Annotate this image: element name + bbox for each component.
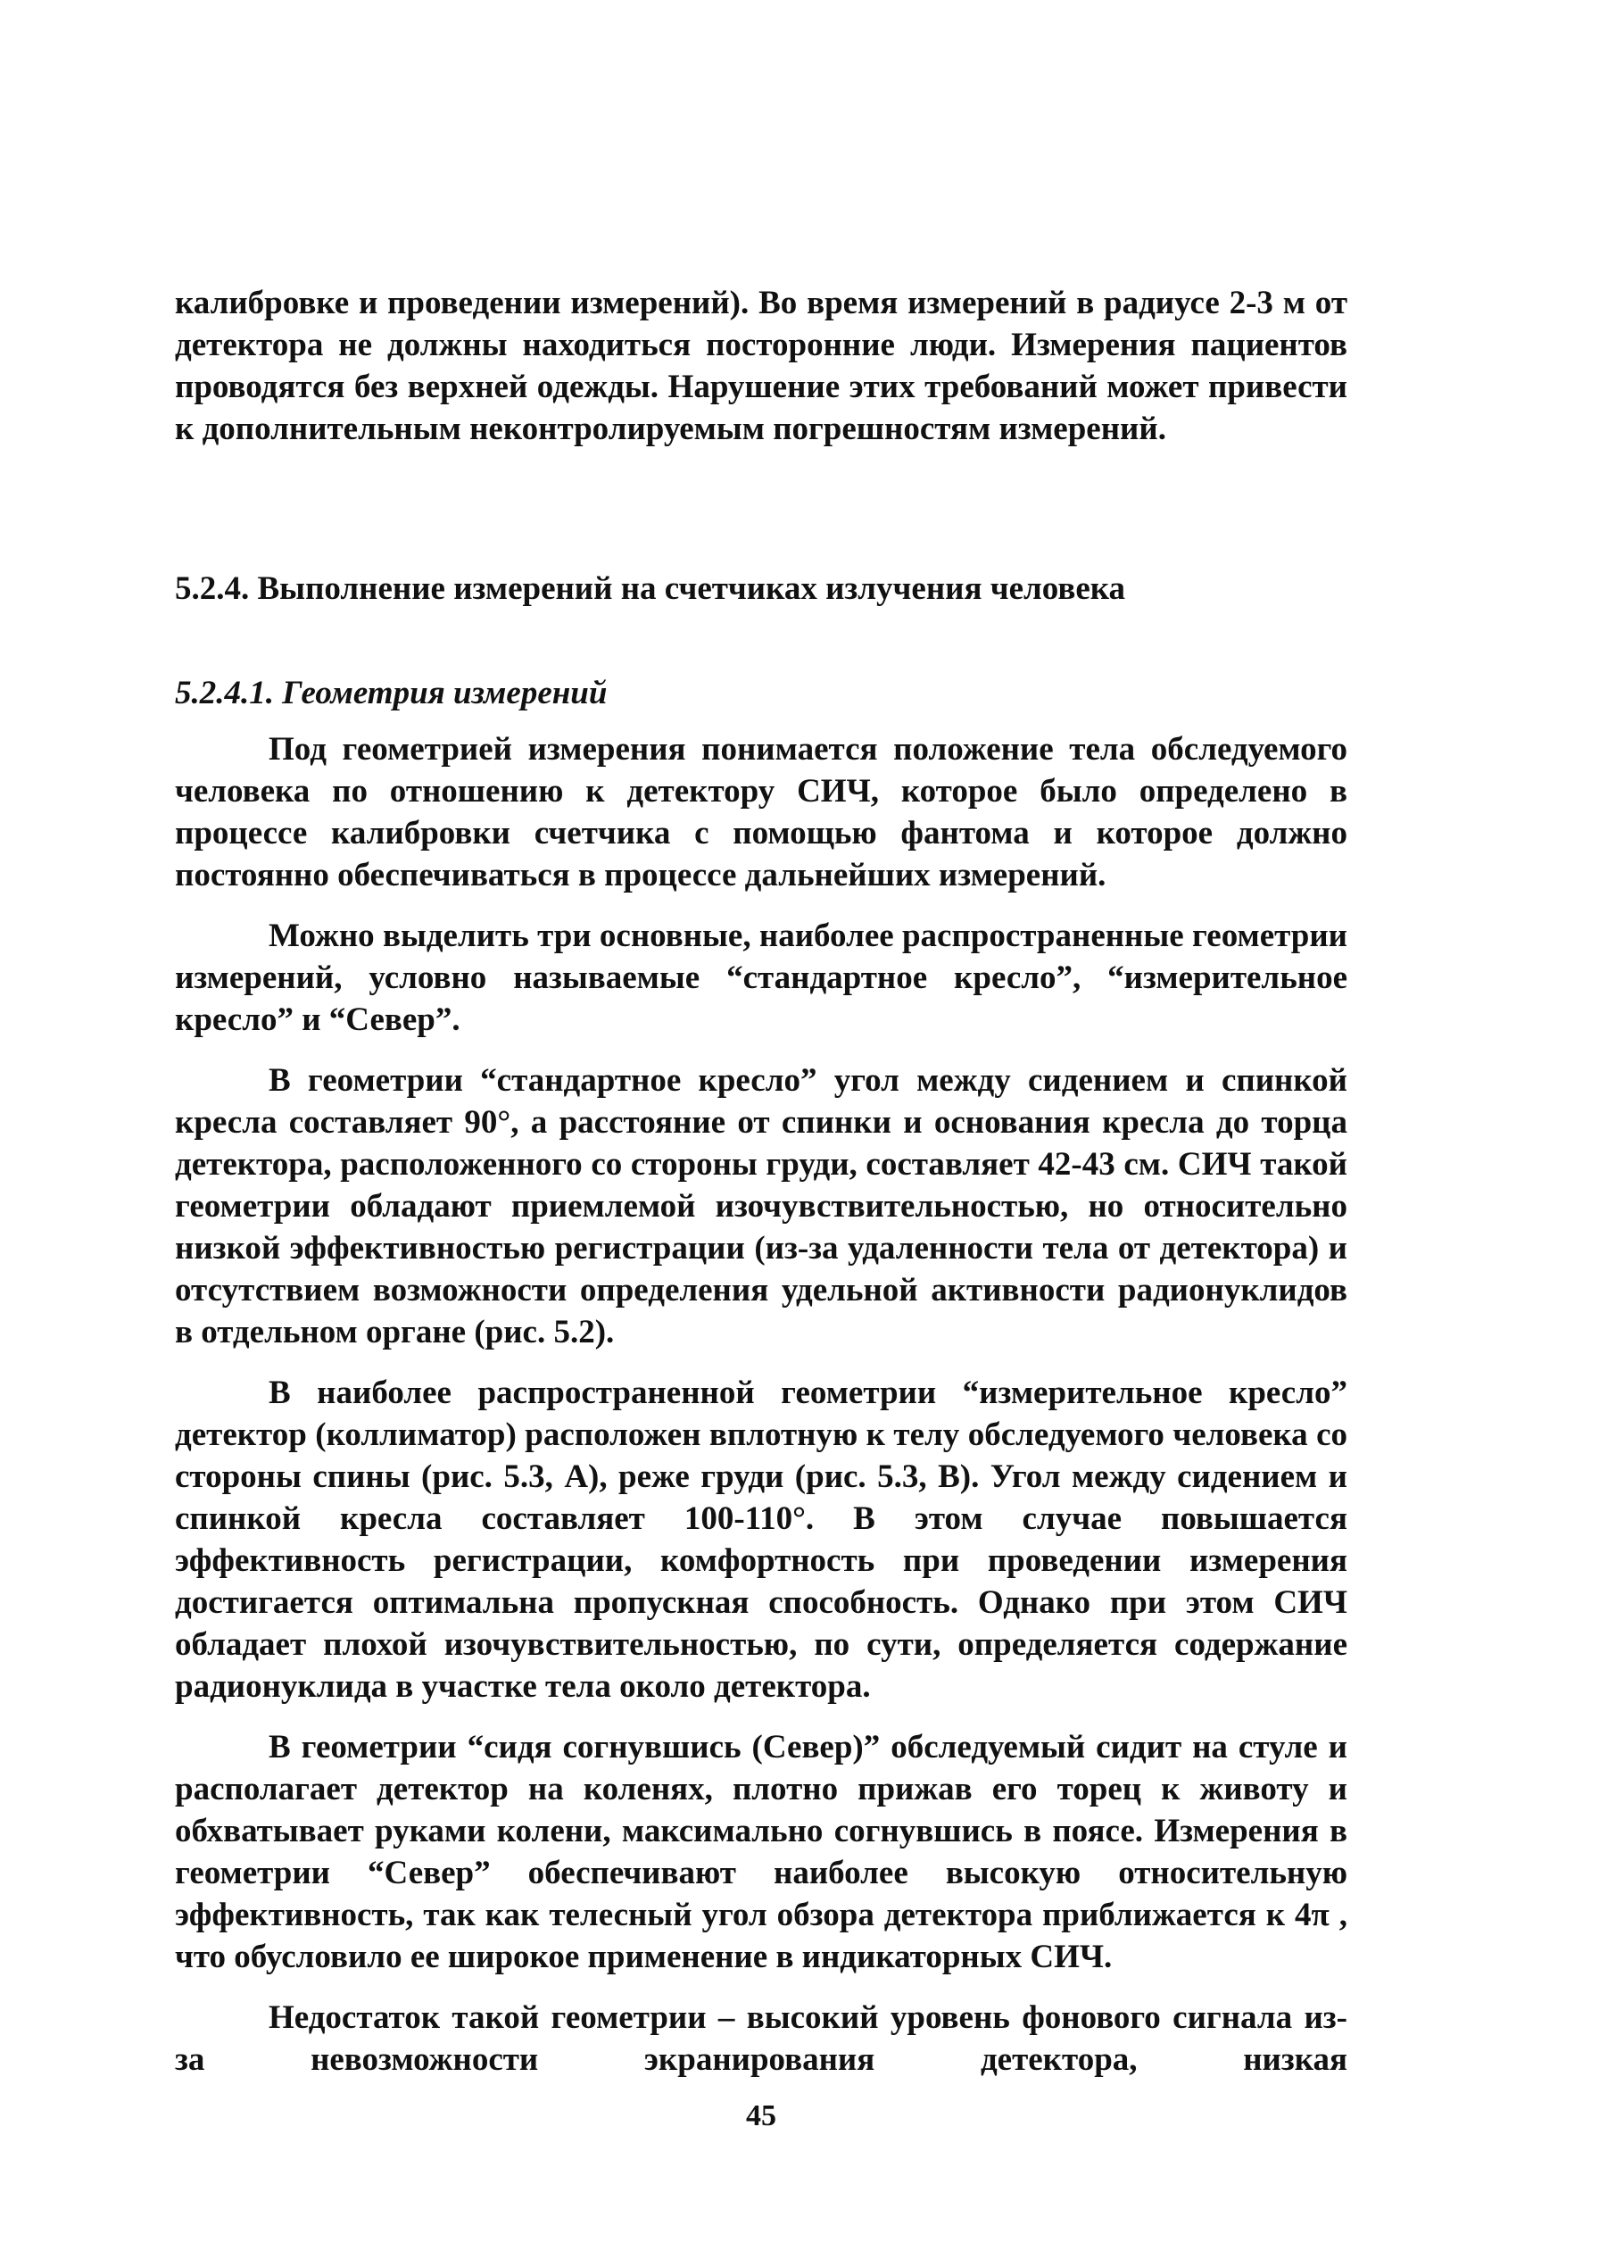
paragraph-north-geometry: В геометрии “сидя согнувшись (Север)” обследуемый сидит на стуле и располагает детектор на коленях, плотно прижав его торец к животу и обхватывает руками колени, максимально согнувшись в поясе. Измерения в геометрии “Север” обеспечивают наиболее высокую относительную эффективность, так как телесный угол обзора детектора приближается к 4π , что обусловило ее широкое применение в индикаторных СИЧ. [175, 1729, 1347, 1975]
page-number: 45 [746, 2099, 776, 2132]
paragraph-measuring-chair: В наиболее распространенной геометрии “измерительное кресло” детектор (коллиматор) расположен вплотную к телу обследуемого человека со стороны спины (рис. 5.3, А), реже груди (рис. 5.3, В). Угол между сидением и спинкой кресла составляет 100-110°. В этом случае повышается эффективность регистрации, комфортность при проведении измерения достигается оптимальна пропускная способность. Однако при этом СИЧ обладает плохой изочувствительностью, по сути, определяется содержание радионуклида в участке тела около детектора. [175, 1375, 1347, 1705]
paragraph-drawback: Недостаток такой геометрии – высокий уровень фонового сигнала из-за невозможности экранирования детектора, низкая [175, 1999, 1347, 2078]
section-heading-block [175, 568, 1347, 610]
paragraph-three-geometries: Можно выделить три основные, наиболее распространенные геометрии измерений, условно называемые “стандартное кресло”, “измерительное кресло” и “Север”. [175, 918, 1347, 1038]
section-heading: 5.2.4. Выполнение измерений на счетчиках излучения человека [175, 570, 1126, 607]
paragraph-continued: калибровке и проведении измерений). Во время измерений в радиусе 2-3 м от детектора не должны находиться посторонние люди. Измерения пациентов проводятся без верхней одежды. Нарушение этих требований может привести к дополнительным неконтролируемым погрешностям измерений. [175, 285, 1347, 447]
paragraph-standard-chair: В геометрии “стандартное кресло” угол между сидением и спинкой кресла составляет 90°, а расстояние от спинки и основания кресла до торца детектора, расположенного со стороны груди, составляет 42-43 см. СИЧ такой геометрии обладают приемлемой изочувствительностью, но относительно низкой эффективностью регистрации (из-за удаленности тела от детектора) и отсутствием возможности определения удельной активности радионуклидов в отдельном органе (рис. 5.2). [175, 1062, 1347, 1350]
subsection-heading: 5.2.4.1. Геометрия измерений [175, 675, 608, 711]
paragraph-geometry-definition: Под геометрией измерения понимается положение тела обследуемого человека по отношению к детектору СИЧ, которое было определено в процессе калибровки счетчика с помощью фантома и которое должно постоянно обеспечиваться в процессе дальнейших измерений. [175, 731, 1347, 893]
body-text-main [175, 728, 1347, 2099]
subsection-heading-block [175, 672, 1347, 714]
body-text-top [175, 282, 1347, 469]
